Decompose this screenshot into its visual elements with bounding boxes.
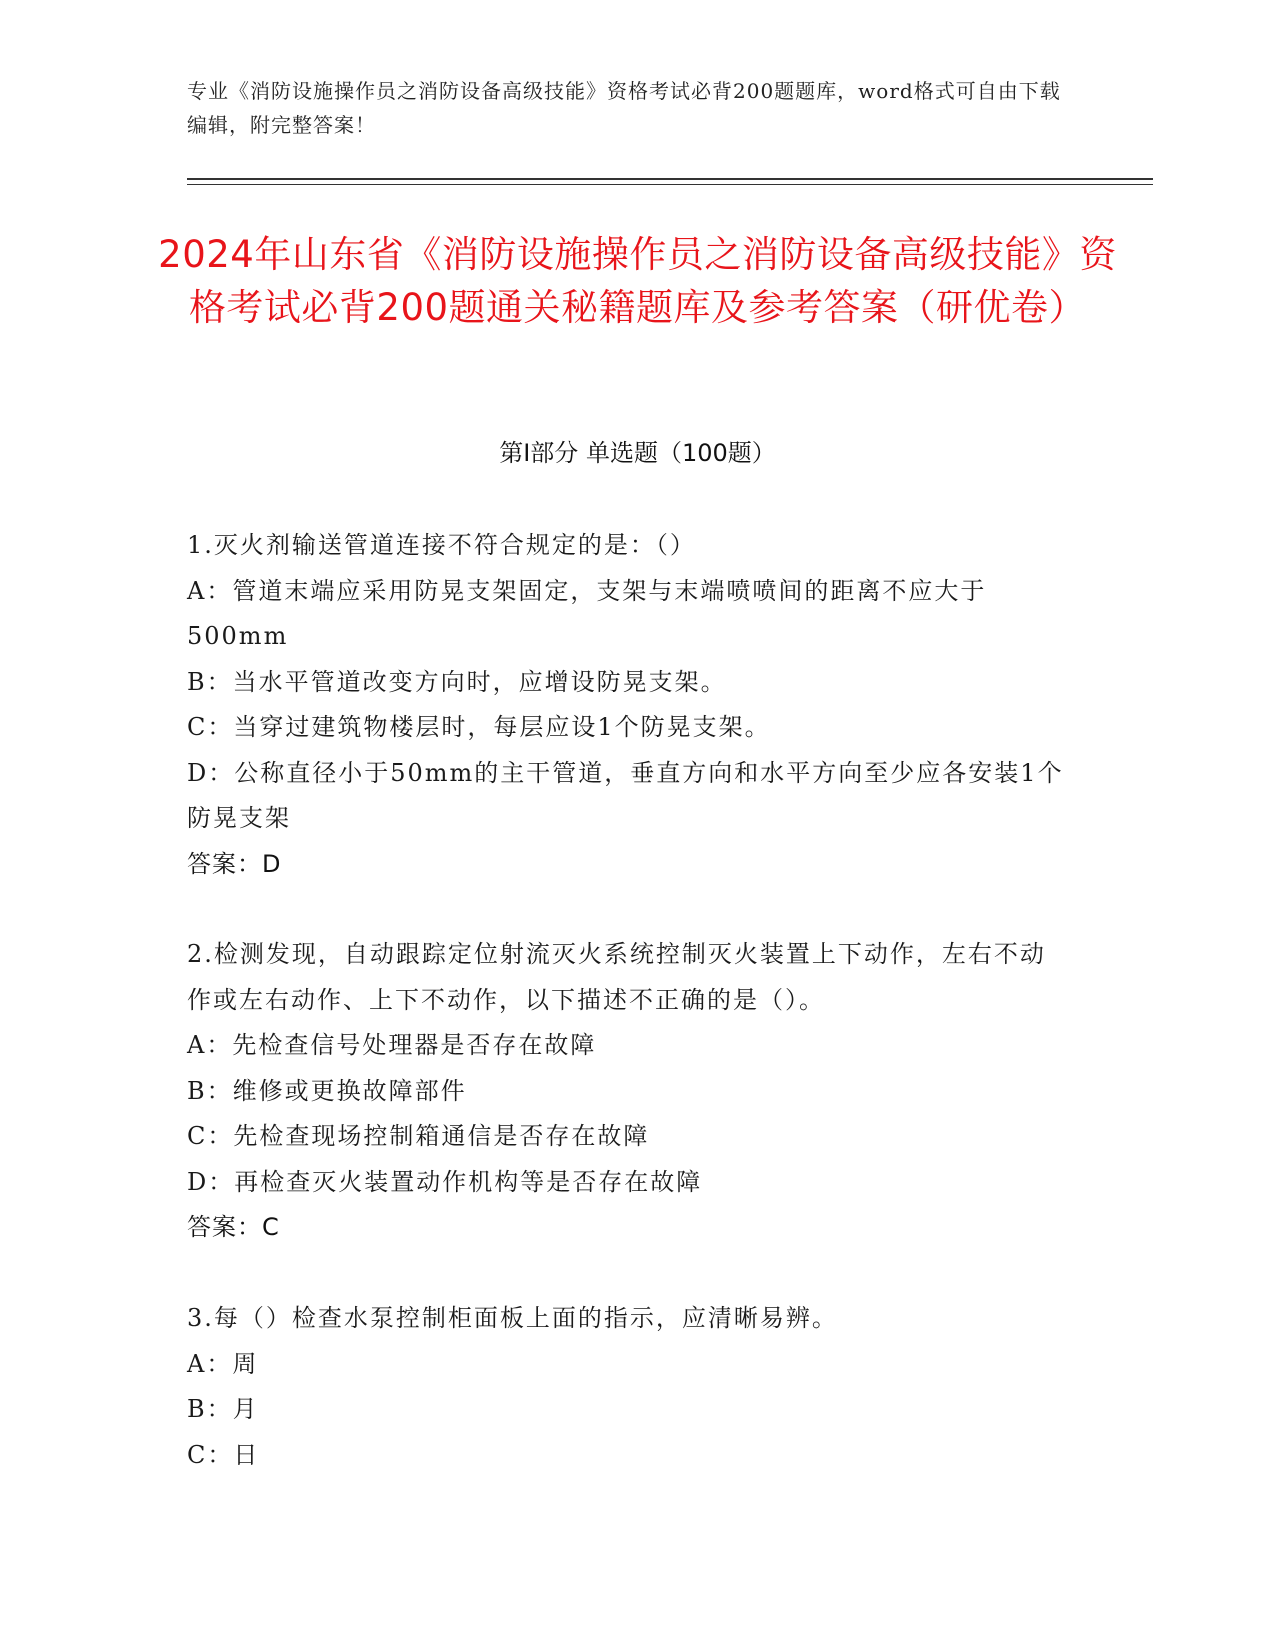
option-d: D：再检查灭火装置动作机构等是否存在故障 <box>187 1167 703 1196</box>
header-divider-thin <box>187 184 1153 185</box>
question-3 <box>187 1296 1067 1478</box>
header-divider-thick <box>187 178 1153 180</box>
section-title: 第I部分 单选题（100题） <box>499 439 776 467</box>
option-a: A：周 <box>187 1349 259 1378</box>
answer: 答案：C <box>187 1213 280 1241</box>
question-stem: 3.每（）检查水泵控制柜面板上面的指示，应清晰易辨。 <box>187 1304 838 1332</box>
option-c: C：先检查现场控制箱通信是否存在故障 <box>187 1122 650 1150</box>
option-c: C：日 <box>187 1440 260 1469</box>
option-d: D：公称直径小于50mm的主干管道，垂直方向和水平方向至少应各安装1个防晃支架 <box>187 758 1064 832</box>
question-2 <box>187 932 1067 1251</box>
question-1 <box>187 523 1067 887</box>
question-stem: 1.灭火剂输送管道连接不符合规定的是：（） <box>187 531 696 559</box>
option-b: B：当水平管道改变方向时，应增设防晃支架。 <box>187 667 727 696</box>
option-a: A：先检查信号处理器是否存在故障 <box>187 1031 597 1059</box>
answer: 答案：D <box>187 849 282 878</box>
option-a: A：管道末端应采用防晃支架固定，支架与末端喷喷间的距离不应大于500mm <box>187 576 987 650</box>
header-note: 专业《消防设施操作员之消防设备高级技能》资格考试必背200题题库，word格式可自由下载编辑，附完整答案！ <box>187 79 1061 137</box>
question-stem: 2.检测发现，自动跟踪定位射流灭火系统控制灭火装置上下动作，左右不动作或左右动作、上下不动作，以下描述不正确的是（）。 <box>187 940 1046 1014</box>
option-b: B：月 <box>187 1395 259 1423</box>
option-b: B：维修或更换故障部件 <box>187 1076 467 1105</box>
document-title: 2024年山东省《消防设施操作员之消防设备高级技能》资格考试必背200题通关秘籍题库及参考答案（研优卷） <box>158 233 1117 329</box>
option-c: C：当穿过建筑物楼层时，每层应设1个防晃支架。 <box>187 713 771 741</box>
